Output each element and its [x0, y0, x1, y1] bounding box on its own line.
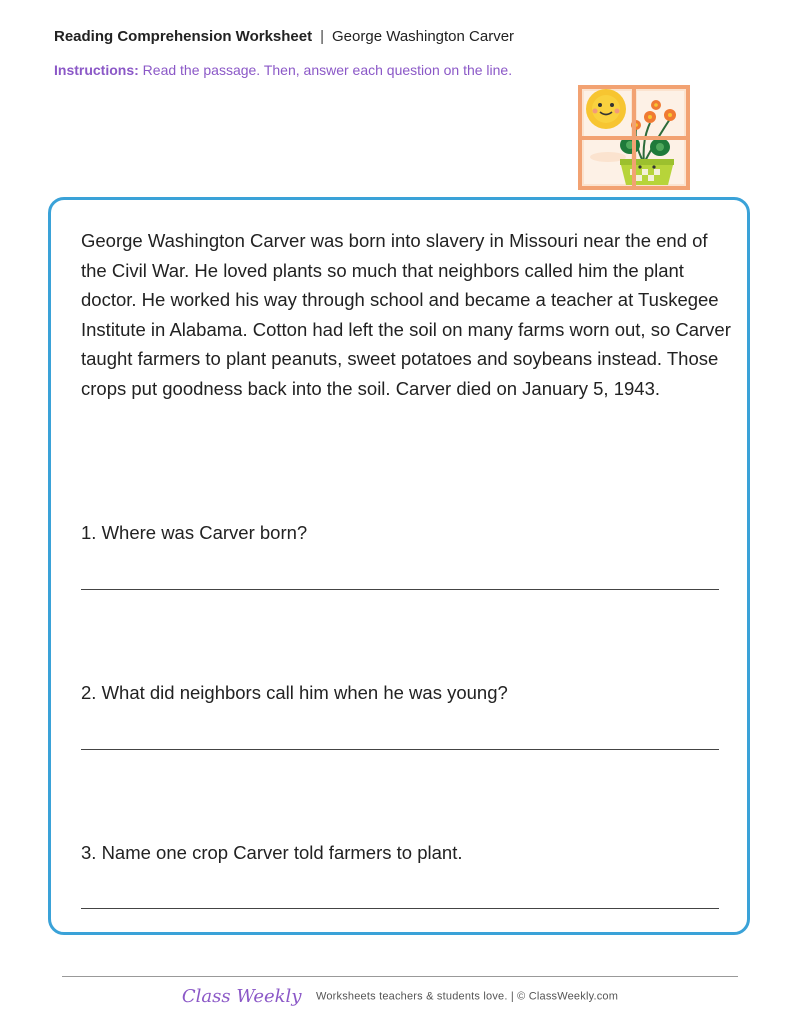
- footer-tagline: Worksheets teachers & students love. | © ClassWeekly.com: [315, 990, 619, 1003]
- question-2: 2. What did neighbors call him when he was young?: [81, 682, 508, 703]
- sun-and-flowerpot-window-icon: [578, 85, 690, 190]
- header-separator: |: [320, 28, 325, 45]
- question-3: 3. Name one crop Carver told farmers to plant.: [81, 842, 463, 863]
- instructions: [54, 60, 514, 81]
- worksheet-header: [54, 28, 514, 45]
- answer-line-3[interactable]: [81, 908, 719, 909]
- footer-divider: [62, 976, 738, 977]
- worksheet-title: Reading Comprehension Worksheet: [54, 28, 313, 45]
- reading-passage: George Washington Carver was born into slavery in Missouri near the end of the Civil War. He loved plants so much that neighbors called him the plant doctor. He worked his way through school and became a teacher at Tuskegee Institute in Alabama. Cotton had left the soil on many farms worn out, so Carver taught farmers to plant peanuts, sweet potatoes and soybeans instead. Those crops put goodness back into the soil. Carver died on January 5, 1943.: [81, 230, 731, 399]
- footer: [0, 986, 800, 1007]
- sun-icon: [586, 89, 626, 129]
- answer-line-1[interactable]: [81, 589, 719, 590]
- answer-line-2[interactable]: [81, 749, 719, 750]
- worksheet-subtitle: George Washington Carver: [332, 28, 515, 45]
- question-1: 1. Where was Carver born?: [81, 522, 308, 543]
- brand-logo: Class Weekly: [181, 986, 302, 1007]
- instructions-text: Read the passage. Then, answer each question on the line.: [138, 62, 513, 78]
- instructions-label: Instructions:: [54, 62, 139, 78]
- flowerpot-icon: [620, 159, 674, 185]
